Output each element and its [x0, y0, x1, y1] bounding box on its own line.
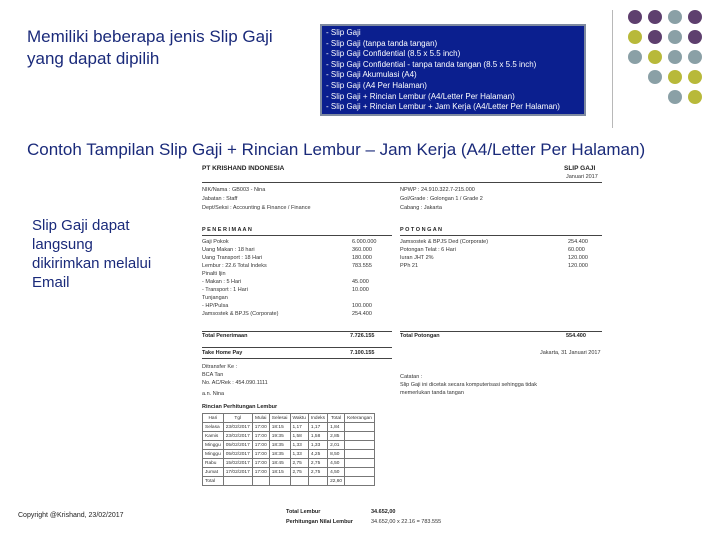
income-value: 10.000: [352, 287, 369, 293]
menu-item[interactable]: - Slip Gaji (A4 Per Halaman): [326, 80, 427, 90]
dot: [688, 90, 702, 104]
overtime-table: [202, 413, 375, 486]
table-cell: [269, 477, 290, 486]
table-cell: Minggu: [203, 441, 224, 450]
table-row: [203, 423, 375, 432]
dot: [668, 50, 682, 64]
take-home-value: 7.100.155: [350, 350, 375, 356]
divider: [400, 331, 602, 332]
divider: [202, 235, 392, 236]
table-cell: Minggu: [203, 450, 224, 459]
transfer-info: No. AC/Rek : 454.090.1111: [202, 380, 268, 386]
income-value: 180.000: [352, 255, 372, 261]
employee-info: Dept/Seksi : Accounting & Finance / Finance: [202, 205, 311, 211]
slip-title: SLIP GAJI: [564, 165, 596, 172]
table-cell: 1,58: [290, 432, 308, 441]
table-cell: 22,60: [328, 477, 345, 486]
dot: [688, 50, 702, 64]
table-cell: 1,33: [290, 441, 308, 450]
table-row: [203, 432, 375, 441]
table-cell: [345, 450, 375, 459]
table-cell: 18:15: [269, 423, 290, 432]
income-value: 254.400: [352, 311, 372, 317]
income-label: Jamsostek & BPJS (Corporate): [202, 311, 279, 317]
income-value: 783.555: [352, 263, 372, 269]
income-label: Tunjangan: [202, 295, 228, 301]
table-cell: [345, 468, 375, 477]
income-label: Uang Makan : 18 hari: [202, 247, 255, 253]
slip-period: Januari 2017: [566, 174, 598, 180]
table-cell: 18:35: [269, 450, 290, 459]
income-value: 360.000: [352, 247, 372, 253]
section-heading: Contoh Tampilan Slip Gaji + Rincian Lembur – Jam Kerja (A4/Letter Per Halaman): [27, 140, 646, 159]
table-cell: 17/02/2017: [223, 468, 252, 477]
deduction-header: P O T O N G A N: [400, 227, 442, 233]
table-cell: [223, 477, 252, 486]
income-label: - Transport : 1 Hari: [202, 287, 248, 293]
table-cell: [345, 459, 375, 468]
table-row: [203, 468, 375, 477]
column-header: Waktu: [290, 414, 308, 423]
dot: [668, 30, 682, 44]
date-line: Jakarta, 31 Januari 2017: [540, 350, 601, 356]
total-income-label: Total Penerimaan: [202, 333, 248, 339]
email-note: Slip Gaji dapat langsung dikirimkan melalui Email: [32, 217, 152, 291]
divider-line: [612, 10, 613, 128]
table-row: [203, 459, 375, 468]
table-cell: 05/02/2017: [223, 450, 252, 459]
divider: [202, 182, 602, 183]
transfer-info: Ditransfer Ke :: [202, 364, 238, 370]
income-label: Lembur : 22.6 Total Indeks: [202, 263, 267, 269]
dot: [668, 10, 682, 24]
employee-info: NIK/Nama : GB003 - Nina: [202, 187, 266, 193]
table-cell: [308, 477, 327, 486]
table-cell: 1,58: [308, 432, 327, 441]
table-cell: 17:00: [252, 441, 269, 450]
table-cell: Jumat: [203, 468, 224, 477]
table-cell: 17:00: [252, 423, 269, 432]
note-info: Catatan :: [400, 374, 423, 380]
menu-item[interactable]: - Slip Gaji Confidential - tanpa tanda tangan (8.5 x 5.5 inch): [326, 59, 537, 69]
table-cell: [252, 477, 269, 486]
deduction-value: 120.000: [568, 263, 588, 269]
income-label: Gaji Pokok: [202, 239, 229, 245]
income-label: Uang Transport : 18 Hari: [202, 255, 263, 261]
table-cell: [290, 477, 308, 486]
dot: [628, 30, 642, 44]
column-header: Indeks: [308, 414, 327, 423]
deduction-label: Iuran JHT 2%: [400, 255, 434, 261]
overtime-title: Rincian Perhitungan Lembur: [202, 404, 278, 410]
table-cell: 2,85: [328, 432, 345, 441]
income-label: - HP/Pulsa: [202, 303, 229, 309]
table-cell: 17:00: [252, 459, 269, 468]
overtime-total-label: Total Lembur: [286, 509, 321, 515]
table-cell: Selasa: [203, 423, 224, 432]
table-cell: 23/02/2017: [223, 423, 252, 432]
table-cell: 4,25: [308, 450, 327, 459]
table-cell: 2,75: [308, 468, 327, 477]
deduction-label: Potongan Telat : 6 Hari: [400, 247, 456, 253]
table-cell: 1,17: [290, 423, 308, 432]
payslip-preview: [176, 165, 604, 533]
column-header: Tgl: [223, 414, 252, 423]
table-cell: [345, 477, 375, 486]
table-cell: 19:35: [269, 432, 290, 441]
table-cell: 17:00: [252, 432, 269, 441]
dot: [688, 10, 702, 24]
menu-item[interactable]: - Slip Gaji + Rincian Lembur + Jam Kerja (A4/Letter Per Halaman): [326, 102, 560, 112]
table-row: [203, 441, 375, 450]
employee-info: Cabang : Jakarta: [400, 205, 442, 211]
table-cell: 1,33: [290, 450, 308, 459]
dot: [648, 50, 662, 64]
table-cell: 8,50: [328, 450, 345, 459]
column-header: Mulai: [252, 414, 269, 423]
deduction-label: PPh 21: [400, 263, 419, 269]
menu-item[interactable]: - Slip Gaji (tanpa tanda tangan): [326, 38, 438, 48]
decorative-dots: [628, 10, 712, 112]
table-cell: 1,33: [308, 441, 327, 450]
income-value: 100.000: [352, 303, 372, 309]
slip-type-menu[interactable]: [320, 24, 586, 116]
total-income-value: 7.726.155: [350, 333, 375, 339]
table-cell: 05/02/2017: [223, 441, 252, 450]
table-cell: 15/02/2017: [223, 459, 252, 468]
table-cell: [345, 441, 375, 450]
table-row: [203, 414, 375, 423]
dot: [628, 50, 642, 64]
dot: [628, 10, 642, 24]
dot: [648, 70, 662, 84]
employee-info: NPWP : 24.910.322.7-215.000: [400, 187, 475, 193]
dot: [648, 10, 662, 24]
overtime-calc-label: Perhitungan Nilai Lembur: [286, 519, 353, 525]
dot: [668, 90, 682, 104]
table-cell: 2,75: [290, 459, 308, 468]
table-cell: 17:00: [252, 450, 269, 459]
table-row: [203, 477, 375, 486]
company-name: PT KRISHAND INDONESIA: [202, 165, 285, 172]
table-cell: 2,75: [290, 468, 308, 477]
table-cell: 1,17: [308, 423, 327, 432]
deduction-value: 254.400: [568, 239, 588, 245]
divider: [202, 358, 392, 359]
income-header: P E N E R I M A A N: [202, 227, 252, 233]
table-cell: 4,50: [328, 468, 345, 477]
table-cell: Total: [203, 477, 224, 486]
column-header: Selesai: [269, 414, 290, 423]
dot: [668, 70, 682, 84]
take-home-label: Take Home Pay: [202, 350, 243, 356]
menu-item[interactable]: - Slip Gaji + Rincian Lembur (A4/Letter Per Halaman): [326, 91, 515, 101]
total-deduction-value: 554.400: [566, 333, 586, 339]
deduction-value: 60.000: [568, 247, 585, 253]
menu-item[interactable]: - Slip Gaji Confidential (8.5 x 5.5 inch): [326, 49, 461, 59]
income-value: 45.000: [352, 279, 369, 285]
divider: [202, 331, 392, 332]
dot: [648, 30, 662, 44]
table-cell: Rabu: [203, 459, 224, 468]
overtime-total-value: 34.652,00: [371, 509, 396, 515]
income-label: - Makan : 5 Hari: [202, 279, 242, 285]
table-cell: 18:15: [269, 468, 290, 477]
employee-info: Gol/Grade : Golongan 1 / Grade 2: [400, 196, 483, 202]
table-cell: 23/02/2017: [223, 432, 252, 441]
table-cell: 18:45: [269, 459, 290, 468]
note-info: Slip Gaji ini dicetak secara komputerisasi sehingga tidak: [400, 382, 537, 388]
note-info: memerlukan tanda tangan: [400, 390, 464, 396]
transfer-info: BCA Tan: [202, 372, 224, 378]
column-header: Total: [328, 414, 345, 423]
table-cell: Kamis: [203, 432, 224, 441]
table-cell: [345, 423, 375, 432]
total-deduction-label: Total Potongan: [400, 333, 440, 339]
table-cell: 18:35: [269, 441, 290, 450]
column-header: Keterangan: [345, 414, 375, 423]
transfer-info: a.n. Nina: [202, 391, 225, 397]
table-row: [203, 450, 375, 459]
income-label: Pinalti Ijin: [202, 271, 226, 277]
menu-item[interactable]: - Slip Gaji: [326, 28, 361, 37]
deduction-value: 120.000: [568, 255, 588, 261]
dot: [688, 30, 702, 44]
table-cell: 4,50: [328, 459, 345, 468]
dot: [688, 70, 702, 84]
table-cell: [345, 432, 375, 441]
menu-item[interactable]: - Slip Gaji Akumulasi (A4): [326, 70, 417, 80]
copyright: Copyright @Krishand, 23/02/2017: [18, 512, 124, 519]
income-value: 6.000.000: [352, 239, 377, 245]
page-title: Memiliki beberapa jenis Slip Gaji yang dapat dipilih: [27, 27, 273, 68]
table-cell: 17:00: [252, 468, 269, 477]
table-cell: 2,75: [308, 459, 327, 468]
column-header: Hari: [203, 414, 224, 423]
deduction-label: Jamsostek & BPJS Ded (Corporate): [400, 239, 489, 245]
overtime-calc-value: 34.652,00 x 22.16 = 783.555: [371, 519, 442, 525]
table-cell: 1,84: [328, 423, 345, 432]
table-cell: 2,01: [328, 441, 345, 450]
employee-info: Jabatan : Staff: [202, 196, 238, 202]
divider: [202, 347, 392, 348]
divider: [400, 235, 602, 236]
